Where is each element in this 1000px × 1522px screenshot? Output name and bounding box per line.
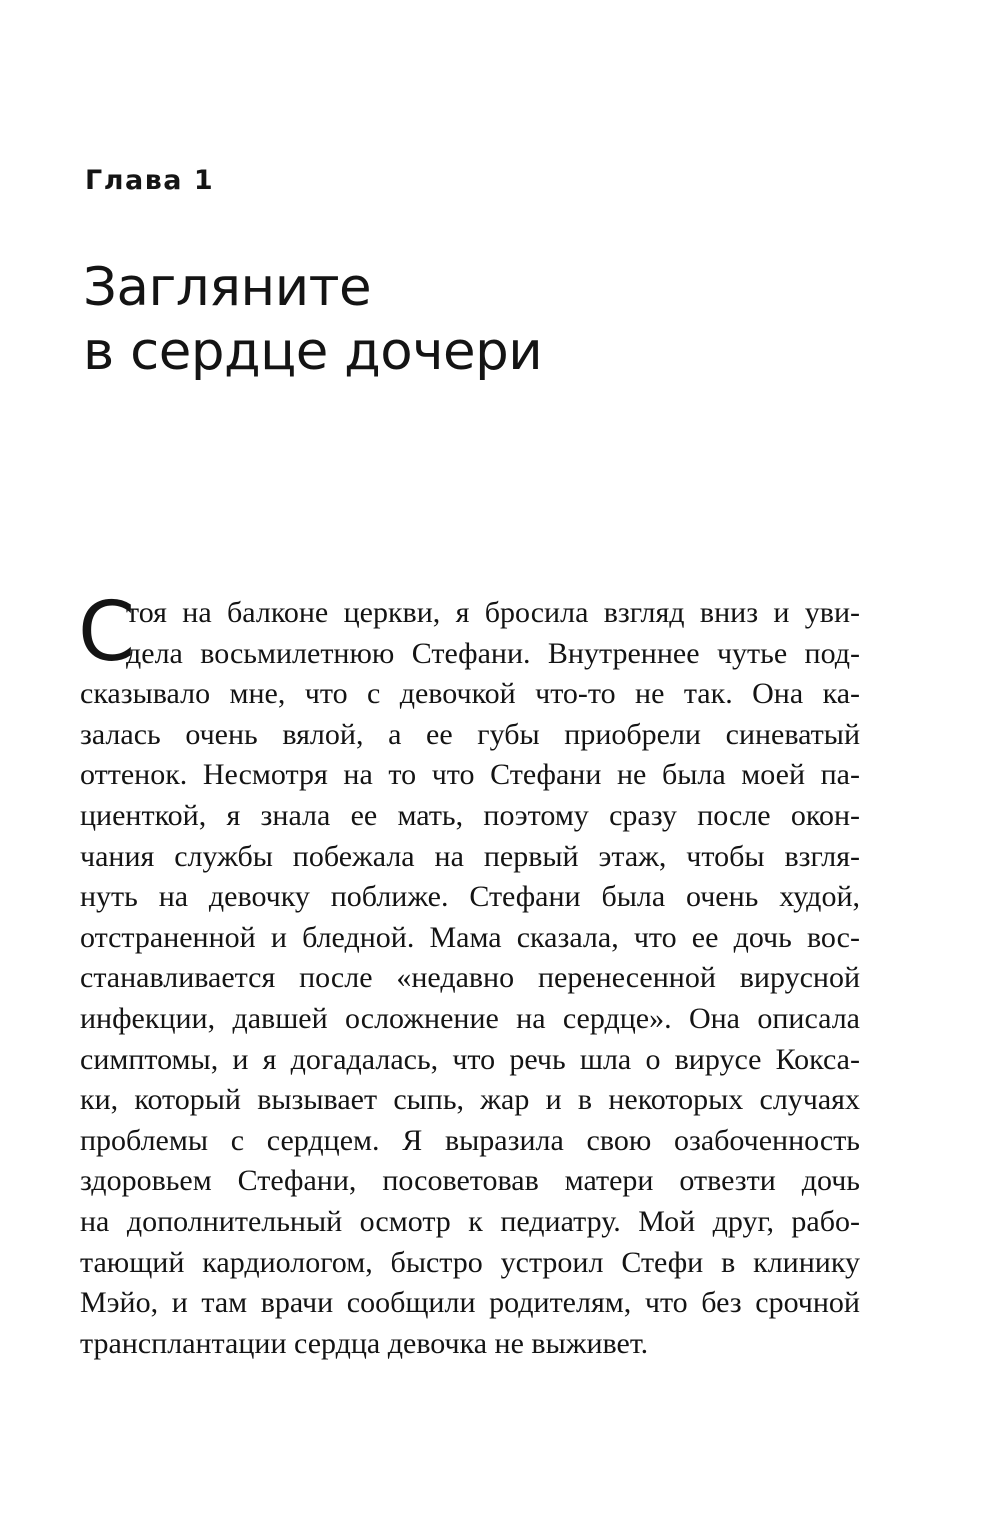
chapter-title [83, 256, 903, 384]
paragraph-line: оттенок. Несмотря на то что Стефани не была моей па- [80, 758, 860, 792]
paragraph-line: отстраненной и бледной. Мама сказала, что ее дочь вос- [80, 920, 860, 954]
paragraph-line: инфекции, давшей осложнение на сердце». Она описала [80, 1001, 860, 1035]
paragraph-line: тоя на балконе церкви, я бросила взгляд вниз и уви- [126, 596, 860, 629]
paragraph-line: тающий кардиологом, быстро устроил Стефи в клинику [80, 1245, 860, 1279]
paragraph-line: дела восьмилетнюю Стефани. Внутреннее чутье под- [126, 636, 860, 670]
chapter-title-line: Загляните [83, 257, 372, 318]
chapter-title-line: в сердце дочери [83, 321, 543, 382]
paragraph-line: циенткой, я знала ее мать, поэтому сразу после окон- [80, 798, 860, 832]
chapter-label: Глава 1 [85, 165, 215, 196]
paragraph-line: проблемы с сердцем. Я выразила свою озабоченность [80, 1123, 860, 1157]
paragraph-line: залась очень вялой, а ее губы приобрели синеватый [80, 717, 860, 751]
paragraph-line: на дополнительный осмотр к педиатру. Мой друг, рабо- [80, 1204, 860, 1238]
drop-cap: С [78, 585, 136, 680]
paragraph-line: симптомы, и я догадалась, что речь шла о вирусе Кокса- [80, 1042, 860, 1076]
paragraph-line: Мэйо, и там врачи сообщили родителям, что без срочной [80, 1286, 860, 1320]
paragraph-line: станавливается после «недавно перенесенной вирусной [80, 961, 860, 995]
paragraph-line: сказывало мне, что с девочкой что-то не так. Она ка- [80, 677, 860, 711]
paragraph-line: здоровьем Стефани, посоветовав матери отвезти дочь [80, 1164, 860, 1198]
body-paragraph [78, 585, 860, 1364]
paragraph-line: чания службы побежала на первый этаж, чтобы взгля- [80, 839, 860, 873]
paragraph-line: ки, который вызывает сыпь, жар и в некоторых случаях [80, 1083, 860, 1117]
paragraph-line: нуть на девочку поближе. Стефани была очень худой, [80, 880, 860, 914]
paragraph-line: трансплантации сердца девочка не выживет. [80, 1326, 649, 1360]
